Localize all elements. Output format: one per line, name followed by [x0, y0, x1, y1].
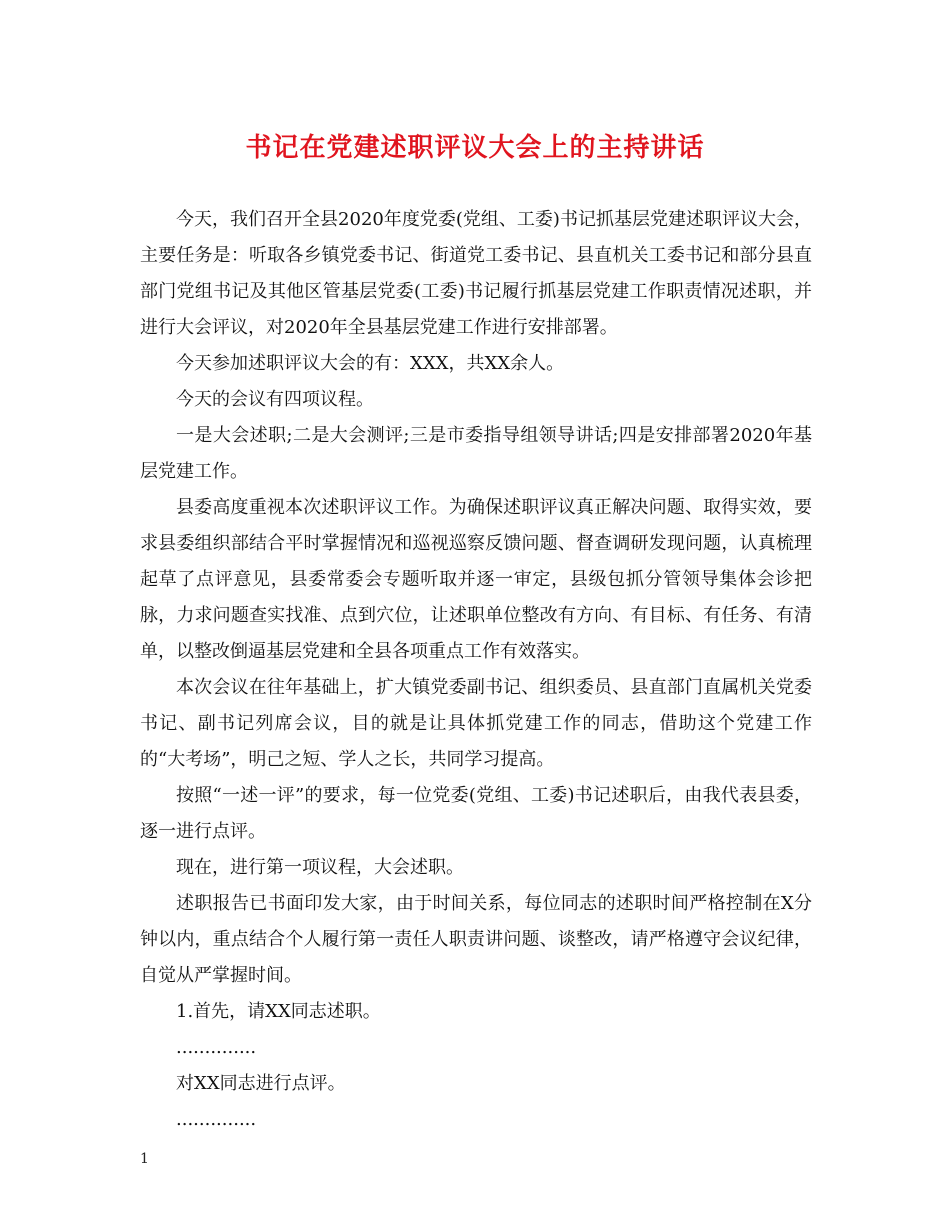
paragraph: 述职报告已书面印发大家，由于时间关系，每位同志的述职时间严格控制在X分钟以内，重点结合个人履行第一责任人职责讲问题、谈整改，请严格遵守会议纪律，自觉从严掌握时间。	[140, 893, 812, 986]
paragraph: 对XX同志进行点评。	[176, 1073, 346, 1094]
paragraph: 今天参加述职评议大会的有：XXX，共XX余人。	[176, 353, 565, 374]
paragraph: 现在，进行第一项议程，大会述职。	[176, 857, 464, 878]
ellipsis-line: ..............	[176, 1037, 257, 1058]
paragraph: 一是大会述职;二是大会测评;三是市委指导组领导讲话;四是安排部署2020年基层党建工作。	[140, 425, 812, 482]
paragraph: 按照“一述一评”的要求，每一位党委(党组、工委)书记述职后，由我代表县委，逐一进行点评。	[140, 785, 812, 842]
paragraph: 今天，我们召开全县2020年度党委(党组、工委)书记抓基层党建述职评议大会，主要任务是：听取各乡镇党委书记、街道党工委书记、县直机关工委书记和部分县直部门党组书记及其他区管基层党委(工委)书记履行抓基层党建工作职责情况述职，并进行大会评议，对2020年全县基层党建工作进行安排部署。	[140, 209, 812, 338]
paragraph: 今天的会议有四项议程。	[176, 389, 374, 410]
paragraph: 本次会议在往年基础上，扩大镇党委副书记、组织委员、县直部门直属机关党委书记、副书记列席会议，目的就是让具体抓党建工作的同志，借助这个党建工作的“大考场”，明己之短、学人之长，共同学习提高。	[140, 677, 812, 770]
document-title: 书记在党建述职评议大会上的主持讲话	[245, 133, 705, 163]
list-item: 1.首先，请XX同志述职。	[176, 1001, 381, 1022]
paragraph: 县委高度重视本次述职评议工作。为确保述职评议真正解决问题、取得实效，要求县委组织部结合平时掌握情况和巡视巡察反馈问题、督查调研发现问题，认真梳理起草了点评意见，县委常委会专题听取并逐一审定，县级包抓分管领导集体会诊把脉，力求问题查实找准、点到穴位，让述职单位整改有方向、有目标、有任务、有清单，以整改倒逼基层党建和全县各项重点工作有效落实。	[140, 497, 812, 662]
ellipsis-line: ..............	[176, 1109, 257, 1130]
page-number: 1	[140, 1151, 149, 1167]
document-body	[140, 202, 812, 1138]
